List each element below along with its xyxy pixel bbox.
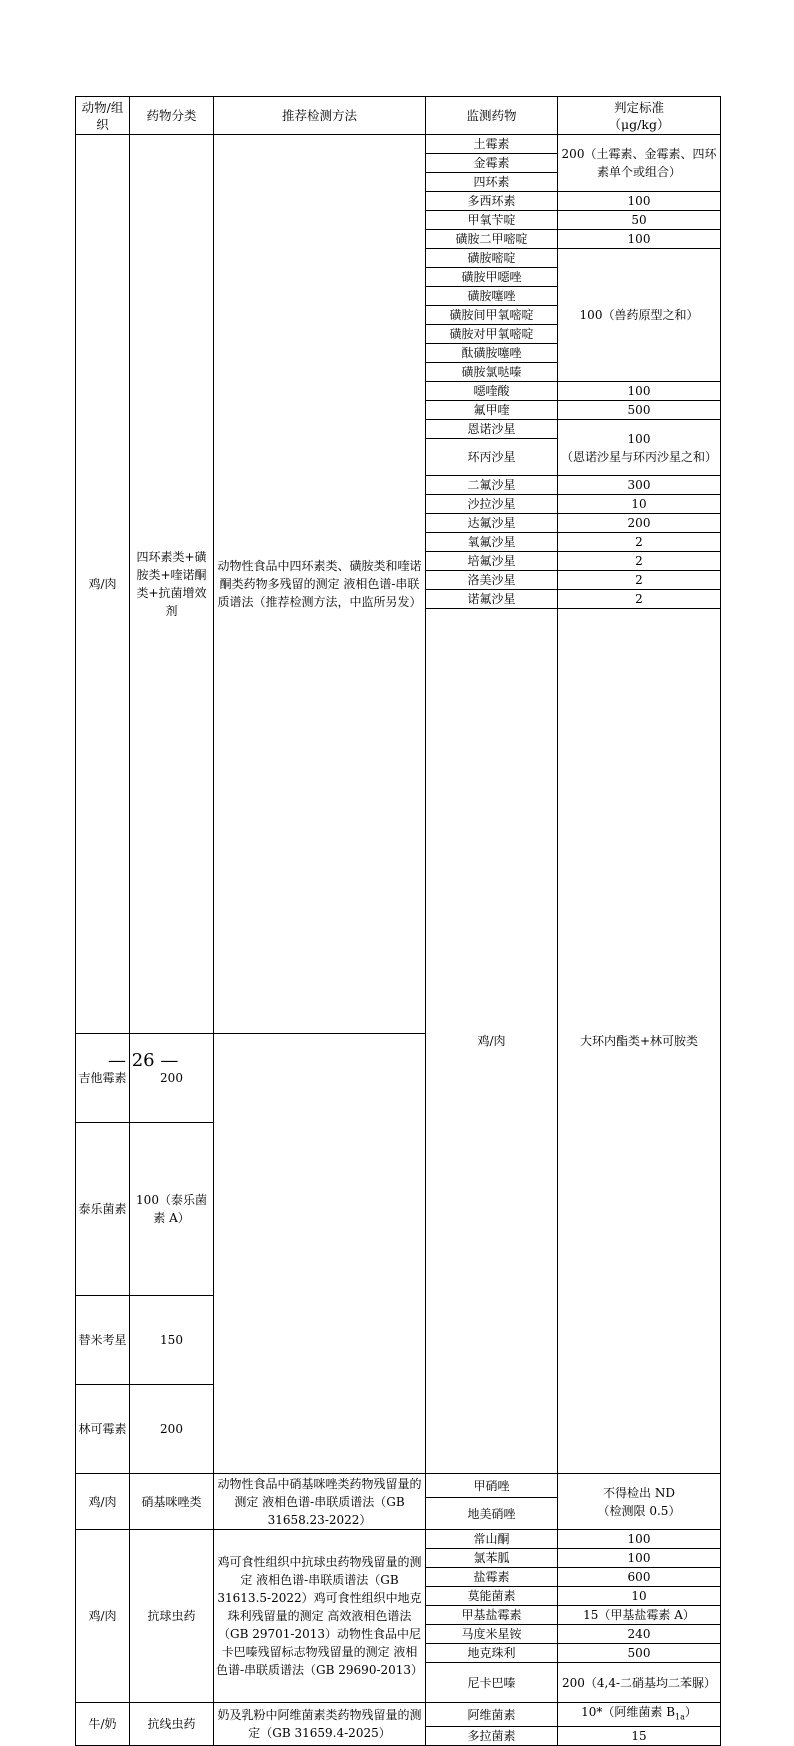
drug-cell: 磺胺间甲氧嘧啶	[426, 306, 558, 325]
drug-cell: 替米考星	[76, 1296, 130, 1385]
drug-cell: 马度米星铵	[426, 1625, 558, 1644]
page-number: — 26 —	[108, 1050, 179, 1071]
drug-cell: 吉他霉素	[76, 1034, 130, 1123]
drug-cell: 氧氟沙星	[426, 533, 558, 552]
g5-method: 奶及乳粉中阿维菌素类药物残留量的测定（GB 31659.4-2025）	[214, 1703, 426, 1746]
drug-cell: 磺胺二甲嘧啶	[426, 230, 558, 249]
standard-cell: 100（泰乐菌素 A）	[130, 1123, 214, 1296]
drug-residue-table	[75, 96, 721, 1746]
standard-cell: 500	[558, 401, 721, 420]
standard-cell: 200	[130, 1385, 214, 1474]
header-drug: 监测药物	[426, 97, 558, 135]
g4-category: 抗球虫药	[130, 1530, 214, 1703]
standard-cell: 150	[130, 1296, 214, 1385]
drug-cell: 噁喹酸	[426, 382, 558, 401]
drug-cell: 甲氧苄啶	[426, 211, 558, 230]
standard-enro-note: （恩诺沙星与环丙沙星之和）	[560, 449, 717, 464]
drug-cell: 地美硝唑	[426, 1498, 558, 1530]
g2-animal: 鸡/肉	[426, 609, 558, 1474]
standard-aver: 10*（阿维菌素 B	[581, 1705, 676, 1719]
drug-cell: 酞磺胺噻唑	[426, 344, 558, 363]
drug-cell: 培氟沙星	[426, 552, 558, 571]
drug-cell: 磺胺氯哒嗪	[426, 363, 558, 382]
standard-cell: 600	[558, 1568, 721, 1587]
standard-cell	[558, 420, 721, 476]
standard-cell	[558, 1703, 721, 1727]
drug-cell: 莫能菌素	[426, 1587, 558, 1606]
standard-aver-sub: 1a	[675, 1712, 685, 1722]
header-category: 药物分类	[130, 97, 214, 135]
g3-category: 硝基咪唑类	[130, 1474, 214, 1530]
header-standard-unit: （μg/kg）	[608, 116, 670, 132]
drug-cell: 金霉素	[426, 154, 558, 173]
drug-cell: 氟甲喹	[426, 401, 558, 420]
drug-cell: 达氟沙星	[426, 514, 558, 533]
standard-lod: （检测限 0.5）	[597, 1503, 681, 1518]
standard-cell: 240	[558, 1625, 721, 1644]
g5-category: 抗线虫药	[130, 1703, 214, 1746]
drug-cell: 土霉素	[426, 135, 558, 154]
drug-cell: 环丙沙星	[426, 439, 558, 476]
g5-animal: 牛/奶	[76, 1703, 130, 1746]
g1-category: 四环素类+磺胺类+喹诺酮类+抗菌增效剂	[130, 135, 214, 1034]
standard-cell: 50	[558, 211, 721, 230]
drug-cell: 氯苯胍	[426, 1549, 558, 1568]
header-method: 推荐检测方法	[214, 97, 426, 135]
standard-cell: 300	[558, 476, 721, 495]
drug-cell: 林可霉素	[76, 1385, 130, 1474]
standard-cell: 100	[558, 230, 721, 249]
standard-cell: 2	[558, 533, 721, 552]
g3-method: 动物性食品中硝基咪唑类药物残留量的测定 液相色谱-串联质谱法（GB 31658.23-2022）	[214, 1474, 426, 1530]
drug-cell: 磺胺甲噁唑	[426, 268, 558, 287]
standard-cell: 100	[558, 382, 721, 401]
drug-cell: 恩诺沙星	[426, 420, 558, 439]
standard-cell: 200（土霉素、金霉素、四环素单个或组合）	[558, 135, 721, 192]
drug-cell: 多西环素	[426, 192, 558, 211]
standard-cell: 2	[558, 590, 721, 609]
standard-cell: 500	[558, 1644, 721, 1663]
header-animal: 动物/组织	[76, 97, 130, 135]
standard-aver-tail: ）	[684, 1705, 697, 1719]
drug-cell: 甲硝唑	[426, 1474, 558, 1498]
header-row	[76, 97, 721, 135]
g1-method: 动物性食品中四环素类、磺胺类和喹诺酮类药物多残留的测定 液相色谱-串联质谱法（推荐检测方法，中监所另发）	[214, 135, 426, 1034]
standard-cell: 10	[558, 495, 721, 514]
drug-cell: 泰乐菌素	[76, 1123, 130, 1296]
drug-cell: 洛美沙星	[426, 571, 558, 590]
drug-cell: 四环素	[426, 173, 558, 192]
drug-cell: 磺胺噻唑	[426, 287, 558, 306]
standard-cell: 2	[558, 571, 721, 590]
standard-nd: 不得检出 ND	[603, 1485, 675, 1500]
standard-cell: 15（甲基盐霉素 A）	[558, 1606, 721, 1625]
standard-cell: 2	[558, 552, 721, 571]
standard-cell: 100	[558, 1530, 721, 1549]
standard-cell: 200（4,4-二硝基均二苯脲）	[558, 1663, 721, 1703]
standard-enro-value: 100	[627, 431, 651, 446]
standard-cell	[558, 1474, 721, 1530]
drug-cell: 地克珠利	[426, 1644, 558, 1663]
header-standard-title: 判定标准	[613, 99, 664, 115]
standard-cell: 15	[558, 1727, 721, 1746]
standard-cell: 10	[558, 1587, 721, 1606]
drug-cell: 磺胺对甲氧嘧啶	[426, 325, 558, 344]
drug-cell: 磺胺嘧啶	[426, 249, 558, 268]
drug-cell: 二氟沙星	[426, 476, 558, 495]
standard-cell: 200	[558, 514, 721, 533]
drug-cell: 盐霉素	[426, 1568, 558, 1587]
g4-animal: 鸡/肉	[76, 1530, 130, 1703]
standard-cell: 200	[130, 1034, 214, 1123]
drug-cell: 多拉菌素	[426, 1727, 558, 1746]
header-standard	[558, 97, 721, 135]
g2-category: 大环内酯类+林可胺类	[558, 609, 721, 1474]
g4-method: 鸡可食性组织中抗球虫药物残留量的测定 液相色谱-串联质谱法（GB 31613.5-2022）鸡可食性组织中地克珠利残留量的测定 高效液相色谱法（GB 29701-2013）动物性食品中尼卡巴嗪残留标志物残留量的测定 液相色谱-串联质谱法（GB 29690-2013）	[214, 1530, 426, 1703]
standard-cell: 100	[558, 192, 721, 211]
drug-cell: 阿维菌素	[426, 1703, 558, 1727]
g3-animal: 鸡/肉	[76, 1474, 130, 1530]
drug-cell: 甲基盐霉素	[426, 1606, 558, 1625]
g1-animal: 鸡/肉	[76, 135, 130, 1034]
standard-cell: 100（兽药原型之和）	[558, 249, 721, 382]
drug-cell: 诺氟沙星	[426, 590, 558, 609]
drug-cell: 沙拉沙星	[426, 495, 558, 514]
drug-cell: 常山酮	[426, 1530, 558, 1549]
drug-cell: 尼卡巴嗪	[426, 1663, 558, 1703]
standard-cell: 100	[558, 1549, 721, 1568]
